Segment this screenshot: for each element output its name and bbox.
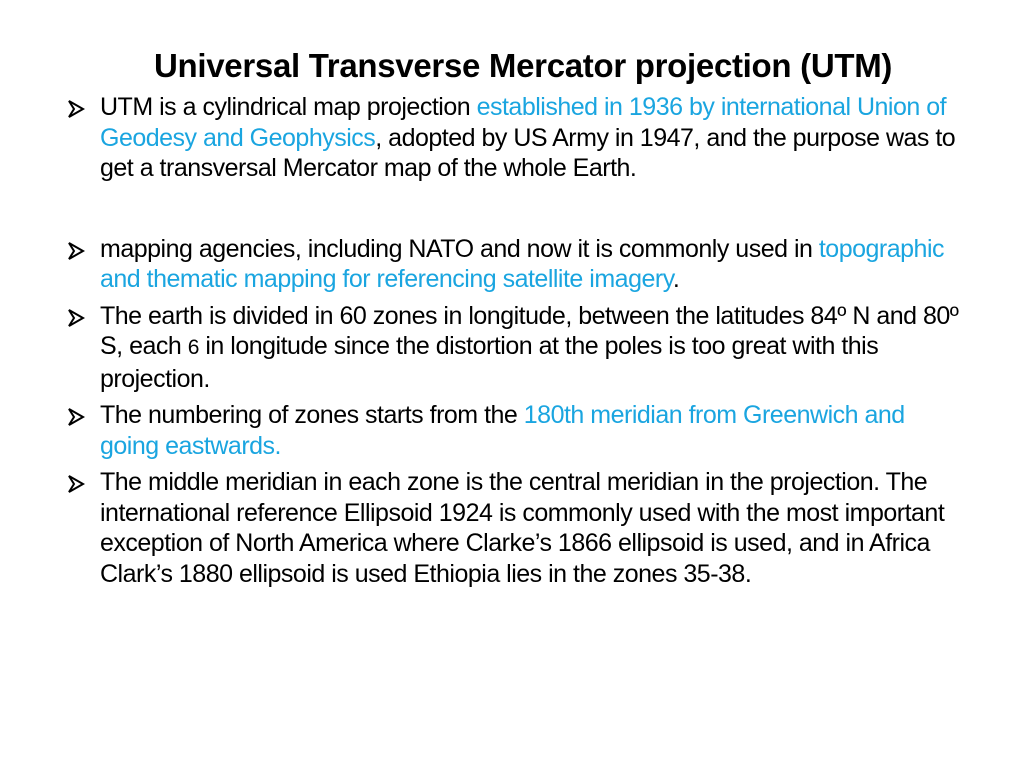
bullet-text: The numbering of zones starts from the	[100, 401, 524, 429]
arrow-bullet-icon	[66, 474, 86, 494]
bullet-item-central-meridian	[66, 467, 966, 589]
bullet-text: The earth is divided in 60 zones in longitude, between the latitudes 84º N and 80º S, each	[100, 301, 959, 360]
bullet-list	[66, 92, 966, 595]
bullet-number: 6	[187, 336, 199, 359]
arrow-bullet-icon	[66, 308, 86, 328]
arrow-bullet-icon	[66, 407, 86, 427]
bullet-text: in longitude since the distortion at the poles is too great with this projection.	[100, 332, 879, 393]
slide-title: Universal Transverse Mercator projection (UTM)	[154, 47, 893, 84]
bullet-highlight: 180th meridian from Greenwich and going eastwards.	[100, 401, 905, 460]
bullet-text: , adopted by US Army in 1947, and the purpose was to get a transversal Mercator map of the whole Earth.	[100, 123, 956, 182]
bullet-text: .	[672, 265, 680, 293]
bullet-item-utm-definition	[66, 92, 966, 184]
bullet-text: mapping agencies, including NATO and now it is commonly used in	[100, 234, 819, 263]
bullet-highlight: established in 1936 by international Union of Geodesy and Geophysics	[100, 93, 947, 152]
bullet-item-zone-numbering	[66, 400, 966, 461]
bullet-item-zones	[66, 301, 966, 395]
arrow-bullet-icon	[66, 99, 86, 119]
bullet-text: UTM is a cylindrical map projection	[100, 93, 477, 121]
bullet-text: The middle meridian in each zone is the central meridian in the projection. The international reference Ellipsoid 1924 is commonly used with the most important exception of North America where Clarke’s 1866 ellipsoid is used, and in Africa Clark’s 1880 ellipsoid is used Ethiopia lies in the zones 35-38.	[100, 468, 945, 588]
bullet-item-mapping-agencies	[66, 234, 966, 295]
bullet-highlight: topographic and thematic mapping for referencing satellite imagery	[100, 234, 945, 293]
arrow-bullet-icon	[66, 241, 86, 261]
